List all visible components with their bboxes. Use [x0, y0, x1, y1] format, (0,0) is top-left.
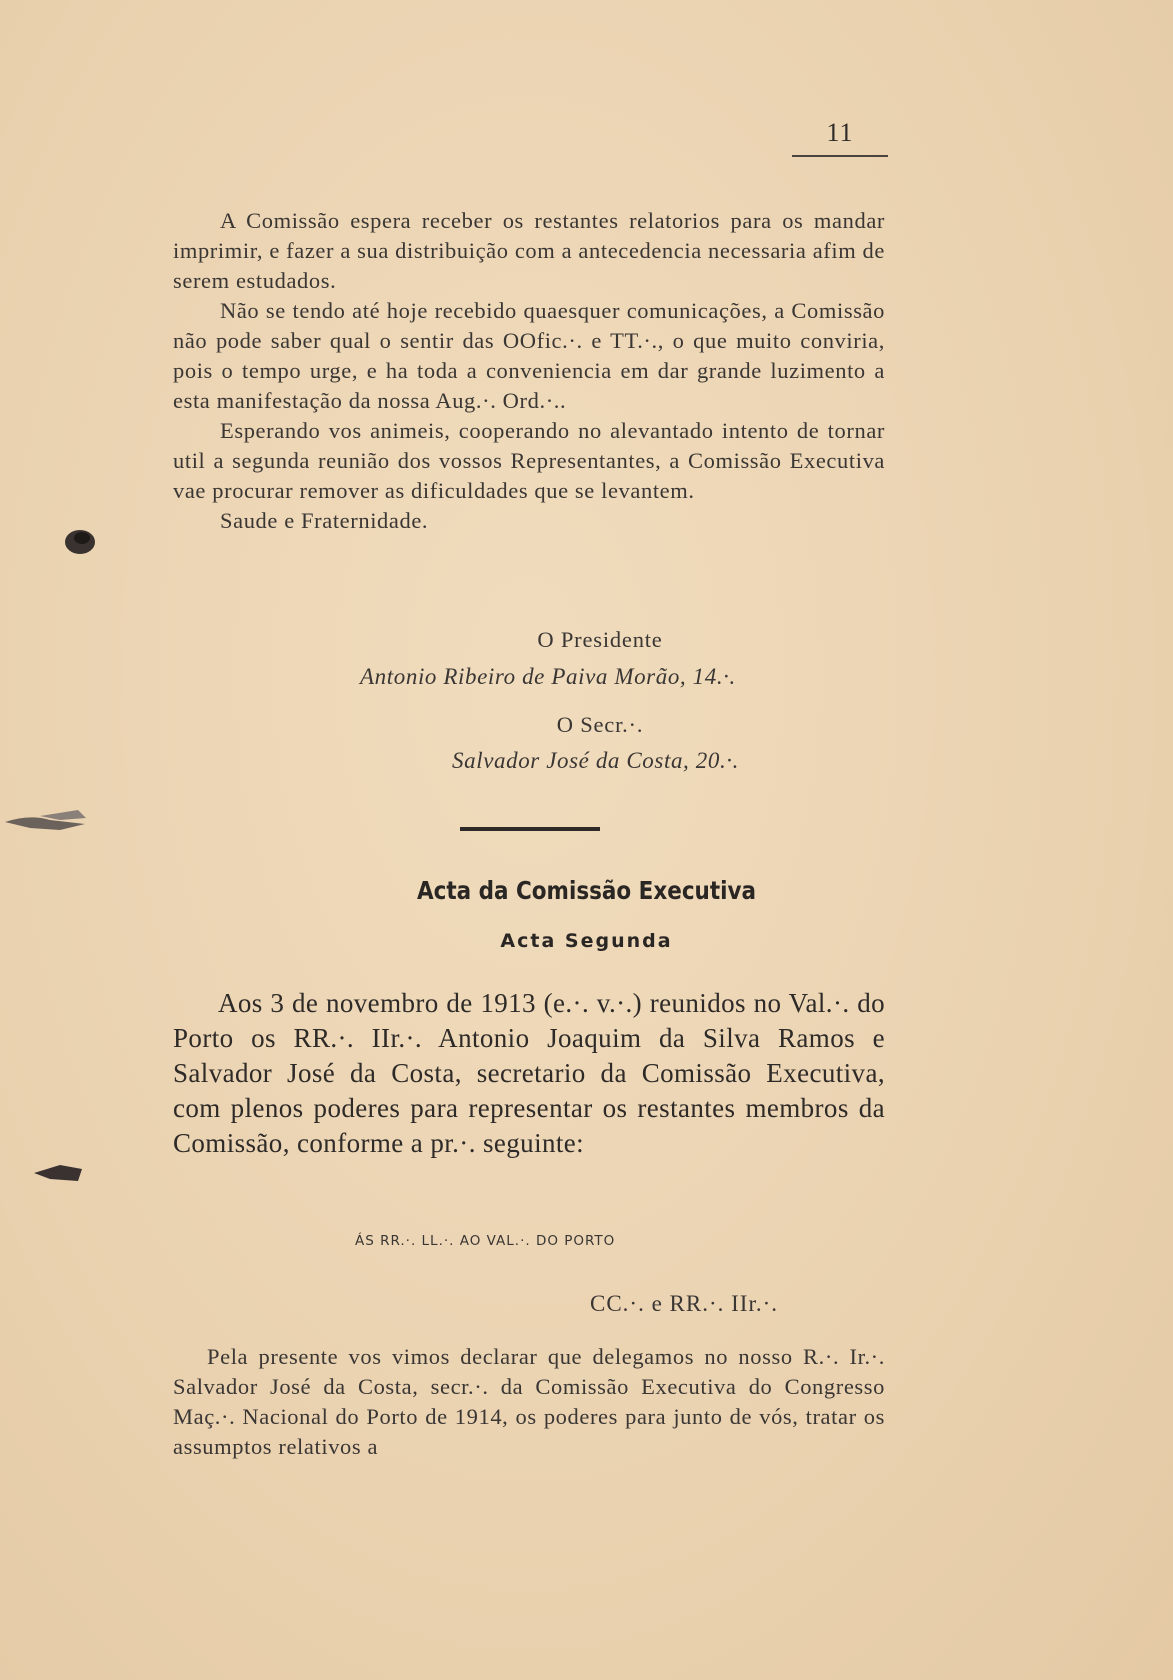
- letter-greeting: CC.·. e RR.·. IIr.·.: [590, 1291, 779, 1316]
- minutes-body: [173, 986, 885, 1161]
- letter-paragraph: Pela presente vos vimos declarar que delegamos no nosso R.·. Ir.·. Salvador José da Costa, secr.·. da Comissão Executiva do Congresso Maç.·. Nacional do Porto de 1914, os poderes para junto de vós, tratar os assumptos relativos a: [173, 1344, 885, 1459]
- page-number-rule: [792, 155, 888, 157]
- president-name: Antonio Ribeiro de Paiva Morão, 14.·.: [360, 664, 736, 689]
- minutes-paragraph: Aos 3 de novembro de 1913 (e.·. v.·.) reunidos no Val.·. do Porto os RR.·. IIr.·. Antonio Joaquim da Silva Ramos e Salvador José da Costa, secretario da Comissão Executiva, com plenos poderes para representar os restantes membros da Comissão, conforme a pr.·. seguinte:: [173, 988, 885, 1158]
- intro-text: [173, 206, 885, 536]
- minutes-subheading: Acta Segunda: [500, 930, 673, 952]
- intro-paragraph-2: Não se tendo até hoje recebido quaesquer comunicações, a Comissão não pode saber qual o sentir das OOfic.·. e TT.·., o que muito conviria, pois o tempo urge, e ha toda a conveniencia em dar grande luzimento a esta manifestação da nossa Aug.·. Ord.·..: [173, 298, 885, 413]
- intro-paragraph-3: Esperando vos animeis, cooperando no alevantado intento de tornar util a segunda reunião dos vossos Representantes, a Comissão Executiva vae procurar remover as dificuldades que se levantem.: [173, 418, 885, 503]
- secretary-name: Salvador José da Costa, 20.·.: [452, 748, 739, 773]
- secretary-title: O Secr.·.: [556, 712, 644, 737]
- president-title: O Presidente: [537, 627, 663, 652]
- section-divider: [460, 827, 600, 831]
- paper-tear-mark: [0, 790, 95, 840]
- salutation: Saude e Fraternidade.: [220, 508, 429, 533]
- paper-hole-mark: [55, 520, 105, 560]
- intro-paragraph-1: A Comissão espera receber os restantes relatorios para os mandar imprimir, e fazer a sua distribuição com a antecedencia necessaria afim de serem estudados.: [173, 208, 885, 293]
- minutes-heading: Acta da Comissão Executiva: [416, 876, 757, 905]
- letter-body: [173, 1342, 885, 1462]
- paper-hole-mark-lower: [30, 1145, 90, 1190]
- page-number: 11: [826, 118, 854, 147]
- letter-address: ÁS RR.·. LL.·. AO VAL.·. DO PORTO: [355, 1233, 616, 1249]
